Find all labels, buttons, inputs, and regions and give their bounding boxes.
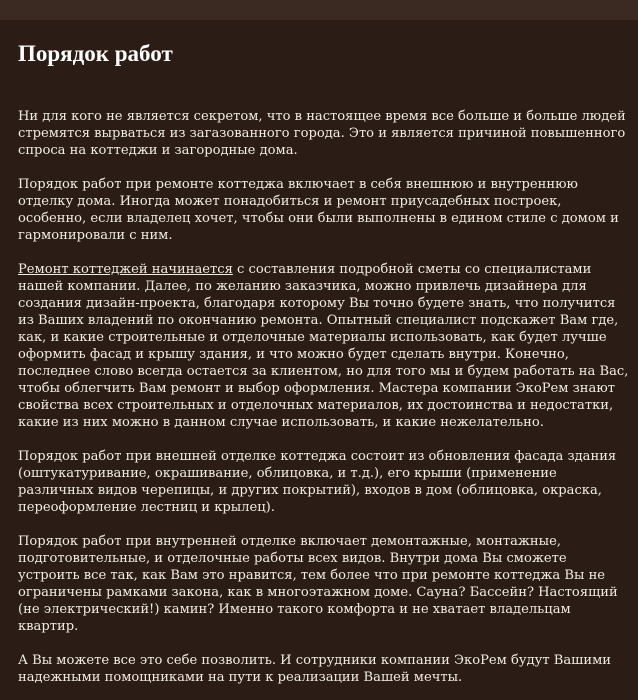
article xyxy=(18,20,630,686)
cottage-repair-link[interactable]: Ремонт коттеджей начинается xyxy=(18,262,233,277)
paragraph-interior: Порядок работ при внутренней отделке включает демонтажные, монтажные, подготовительные, и отделочные работы всех видов. Внутри дома Вы сможете устроить все так, как Вам это нравится, тем более что при ремонте коттеджа Вы не ограничены рамками закона, как в многоэтажном доме. Сауна? Бассейн? Настоящий (не электрический!) камин? Именно такого комфорта и не хватает владельцам квартир. xyxy=(18,534,618,634)
paragraph-estimate xyxy=(18,261,630,431)
top-bar xyxy=(0,0,638,20)
page-title: Порядок работ xyxy=(18,41,173,66)
paragraph-estimate-text: с составления подробной сметы со специалистами нашей компании. Далее, по желанию заказчика, можно привлечь дизайнера для создания дизайн-проекта, благодаря которому Вы точно будете знать, что получится из Ваших владений по окончанию ремонта. Опытный специалист подскажет Вам где, как, и какие строительные и отделочные материалы использовать, как будет лучше оформить фасад и крышу здания, и что можно будет сделать внутри. Конечно, последнее слово всегда остается за клиентом, но для того мы и будем работать на Вас, чтобы облегчить Вам ремонт и выбор оформления. Мастера компании ЭкоРем знают свойства всех строительных и отделочных материалов, их достоинства и недостатки, какие из них можно в данном случае использовать, и какие нежелательно. xyxy=(18,262,629,430)
paragraph-exterior: Порядок работ при внешней отделке коттеджа состоит из обновления фасада здания (оштукатуривание, окрашивание, облицовка, и т.д.), его крыши (применение различных видов черепицы, и других покрытий), входов в дом (облицовка, окраска, переоформление лестниц и крылец). xyxy=(18,449,617,515)
paragraph-closing: А Вы можете все это себе позволить. И сотрудники компании ЭкоРем будут Вашими надежными помощниками на пути к реализации Вашей мечты. xyxy=(18,653,611,685)
paragraph-scope: Порядок работ при ремонте коттеджа включает в себя внешнюю и внутреннюю отделку дома. Иногда может понадобиться и ремонт приусадебных построек, особенно, если владелец хочет, чтобы они были выполнены в едином стиле с домом и гармонировали с ним. xyxy=(18,177,619,243)
paragraph-intro: Ни для кого не является секретом, что в настоящее время все больше и больше людей стремятся вырваться из загазованного города. Это и является причиной повышенного спроса на коттеджи и загородные дома. xyxy=(18,109,626,158)
